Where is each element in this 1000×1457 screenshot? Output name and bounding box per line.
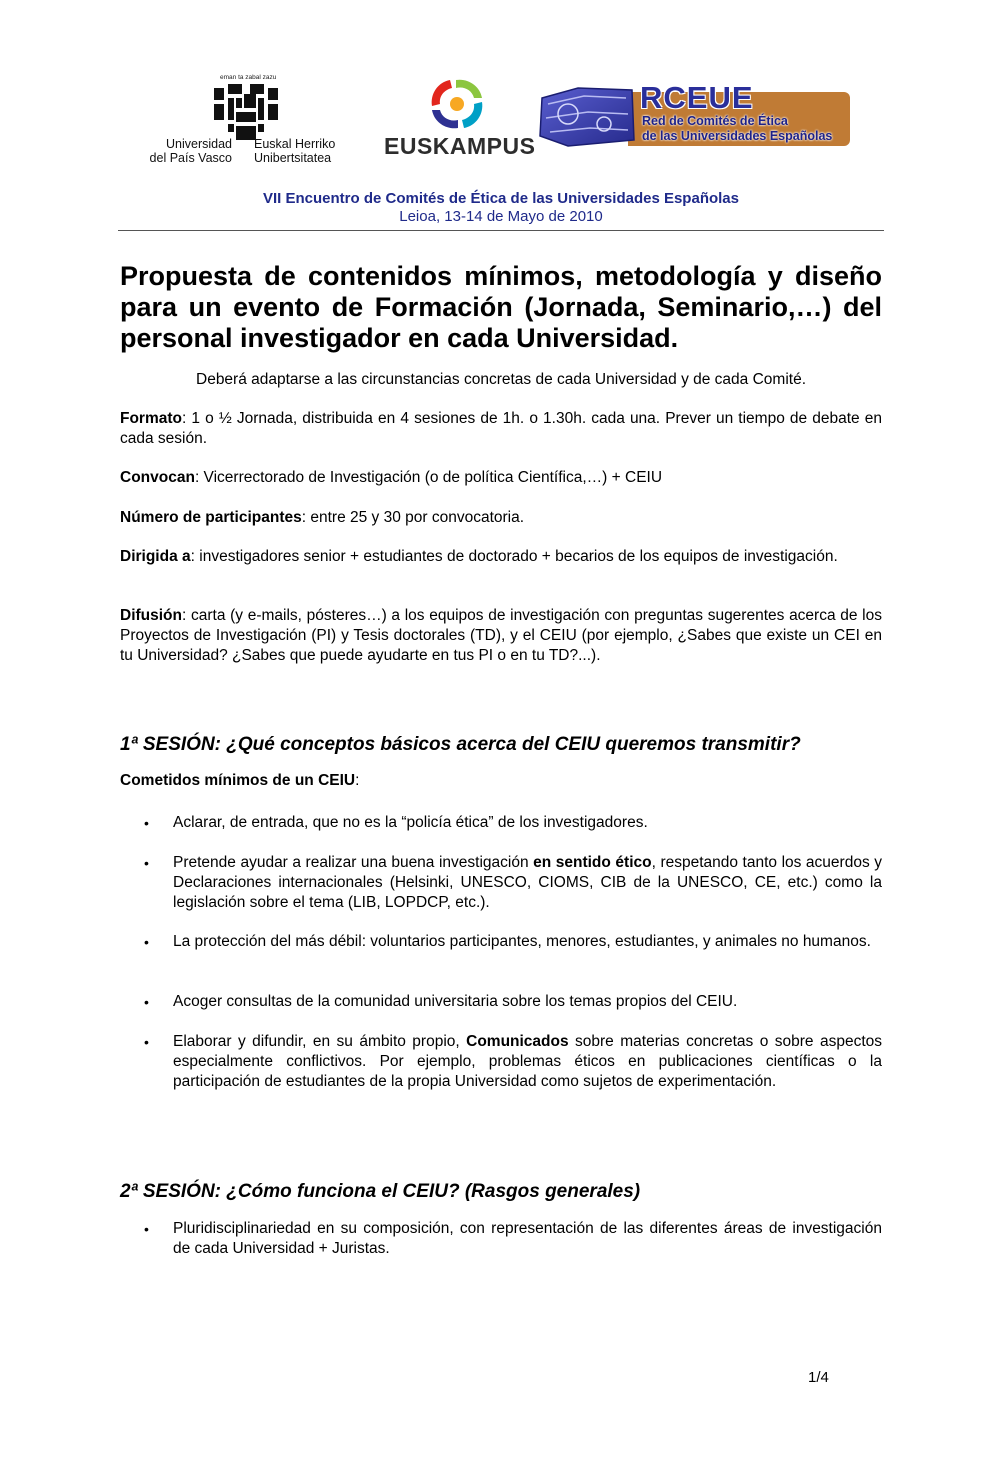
field-label: Difusión [120, 607, 182, 624]
subheading-colon: : [355, 772, 360, 789]
subheading-label: Cometidos mínimos de un CEIU [120, 772, 356, 789]
event-header [118, 190, 884, 226]
ehu-logo [142, 74, 347, 166]
text-run-bold: Comunicados [466, 1033, 569, 1050]
field-text: : investigadores senior + estudiantes de doctorado + becarios de los equipos de investigación. [190, 548, 838, 565]
field-formato [120, 409, 882, 449]
document-title: Propuesta de contenidos mínimos, metodología y diseño para un evento de Formación (Jornada, Seminario,…) del personal investigador en cada Universidad. [120, 261, 882, 353]
rceue-emblem-icon [538, 84, 638, 148]
text-run-bold: en sentido ético [533, 854, 652, 871]
rceue-line2: de las Universidades Españolas [642, 129, 833, 143]
bullet-glyph: • [144, 1034, 149, 1050]
header-divider [118, 230, 884, 231]
text-run: sobre materias concretas o sobre aspectos especialmente conflictivos. Por ejemplo, problemas éticos en publicaciones científicas o la participación de estudiantes de la propia Universidad como sujetos de experimentación. [173, 1033, 882, 1090]
text-run: La protección del más débil: voluntarios participantes, menores, estudiantes, y animales no humanos. [173, 933, 871, 950]
session2-heading: 2ª SESIÓN: ¿Cómo funciona el CEIU? (Rasgos generales) [120, 1181, 641, 1202]
field-text: : Vicerrectorado de Investigación (o de política Científica,…) + CEIU [194, 469, 663, 486]
text-run: Acoger consultas de la comunidad universitaria sobre los temas propios del CEIU. [173, 993, 738, 1010]
rceue-logo [538, 80, 858, 152]
field-label: Convocan [120, 469, 195, 486]
ehu-motto: eman ta zabal zazu [220, 74, 277, 81]
intro-text: Deberá adaptarse a las circunstancias concretas de cada Universidad y de cada Comité. [196, 371, 806, 388]
list-item-text [173, 932, 882, 952]
field-label: Formato [120, 410, 182, 427]
field-text: : carta (y e-mails, pósteres…) a los equipos de investigación con preguntas sugerentes acerca de los Proyectos de Investigación (PI) y Tesis doctorales (TD), y el CEIU (por ejemplo, ¿Sabes que existe un CEI en tu Universidad? ¿Sabes que puede ayudarte en tus PI o en tu TD?...). [120, 607, 882, 664]
field-label: Dirigida a [120, 548, 191, 565]
bullet-glyph: • [144, 934, 149, 950]
list-item-text [173, 1032, 882, 1092]
rceue-line1: Red de Comités de Ética [642, 114, 788, 128]
bullet-glyph: • [144, 855, 149, 871]
list-item-text [173, 992, 882, 1012]
ehu-name-eu-line2: Unibertsitatea [254, 151, 332, 165]
bullet-glyph: • [144, 1221, 149, 1237]
text-run: Pretende ayudar a realizar una buena investigación [173, 854, 534, 871]
ehu-name-es-line1: Universidad [165, 137, 232, 151]
text-run: , respetando tanto los acuerdos y Declaraciones internacionales (Helsinki, UNESCO, CIOMS, CIB de la UNESCO, CE, etc.) como la legislación sobre el tema (LIB, LOPDCP, etc.). [173, 854, 882, 911]
rceue-acronym: RCEUE [640, 80, 754, 115]
field-participantes [120, 508, 882, 528]
event-date: Leioa, 13-14 de Mayo de 2010 [399, 208, 603, 225]
ehu-name-eu-line1: Euskal Herriko [254, 137, 336, 151]
euskampus-logo [384, 76, 534, 161]
ehu-name-es-line2: del País Vasco [149, 151, 232, 165]
list-item-text [173, 1219, 882, 1259]
list-item-text [173, 813, 882, 833]
ehu-name-eu [254, 137, 335, 165]
ehu-name-es [144, 137, 232, 165]
list-item-text [173, 853, 882, 913]
field-text: : 1 o ½ Jornada, distribuida en 4 sesiones de 1h. o 1.30h. cada una. Prever un tiempo de debate en cada sesión. [120, 410, 882, 447]
field-convocan [120, 468, 882, 488]
euskampus-wordmark: EUSKAMPUS [384, 133, 536, 159]
session1-subheading [120, 771, 882, 791]
session1-heading: 1ª SESIÓN: ¿Qué conceptos básicos acerca del CEIU queremos transmitir? [120, 734, 801, 755]
page-number: 1/4 [808, 1369, 829, 1386]
text-run: Aclarar, de entrada, que no es la “policía ética” de los investigadores. [173, 814, 648, 831]
text-run: Pluridisciplinariedad en su composición, con representación de las diferentes áreas de investigación de cada Universidad + Juristas. [173, 1220, 882, 1257]
euskampus-swirl-icon [428, 76, 486, 132]
ehu-emblem-icon [214, 84, 278, 140]
bullet-glyph: • [144, 815, 149, 831]
bullet-glyph: • [144, 994, 149, 1010]
field-dirigida [120, 547, 882, 567]
field-label: Número de participantes [120, 509, 302, 526]
event-title: VII Encuentro de Comités de Ética de las Universidades Españolas [263, 190, 739, 207]
field-text: : entre 25 y 30 por convocatoria. [301, 509, 525, 526]
field-difusion [120, 606, 882, 666]
text-run: Elaborar y difundir, en su ámbito propio, [173, 1033, 467, 1050]
